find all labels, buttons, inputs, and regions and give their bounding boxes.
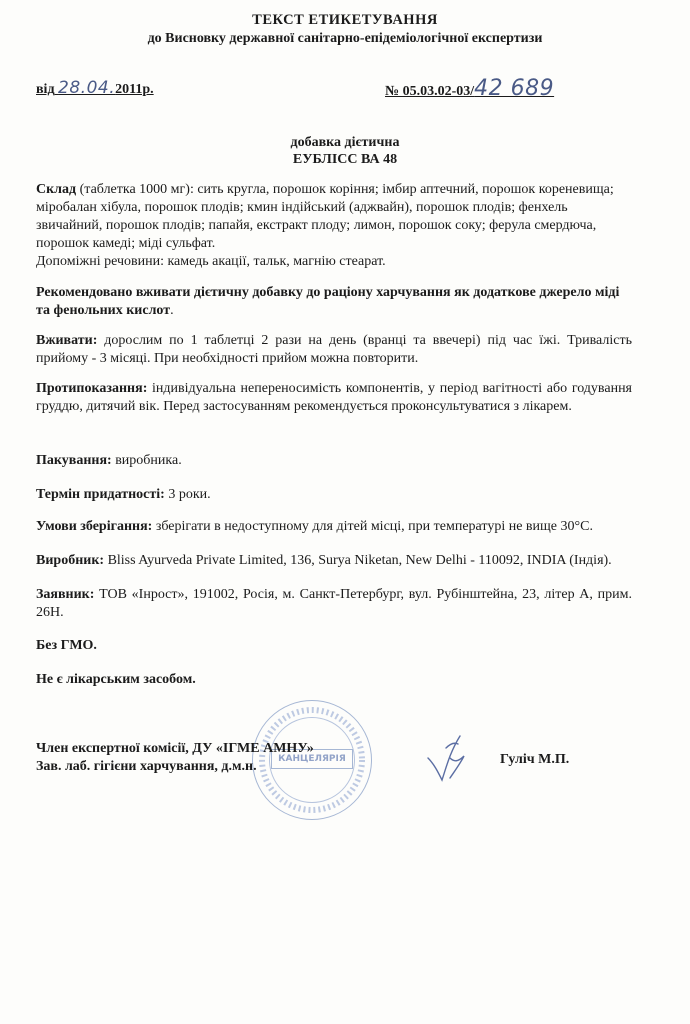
signatory-line-2: Зав. лаб. гігієни харчування, д.м.н. (36, 759, 257, 774)
contraindications-text: індивідуальна непереносимість компонентів, у період вагітності або годування груддю, дитячий вік. Перед застосуванням рекомендується проконсультуватися з лікарем. (36, 381, 632, 414)
contraindications-section (36, 380, 632, 416)
manufacturer-label: Виробник: (36, 553, 105, 568)
recommendation-text: Рекомендовано вживати дієтичну добавку до раціону харчування як додаткове джерело міді та фенольних кислот (36, 285, 620, 318)
number-prefix: № 05.03.02-03/ (385, 84, 475, 99)
auxiliary-substances: Допоміжні речовини: камедь акації, тальк, магнію стеарат. (36, 254, 386, 269)
applicant-label: Заявник: (36, 587, 95, 602)
packaging-label: Пакування: (36, 453, 112, 468)
number-line (385, 76, 554, 101)
manufacturer-text: Bliss Ayurveda Private Limited, 136, Surya Niketan, New Delhi - 110092, INDIA (Індія). (104, 553, 612, 568)
applicant-section (36, 586, 632, 622)
applicant-text: ТОВ «Інрост», 191002, Росія, м. Санкт-Петербург, вул. Рубінштейна, 23, літер А, прим. 26Н. (36, 587, 632, 620)
not-medicine-text: Не є лікарським засобом. (36, 672, 196, 687)
composition-text: (таблетка 1000 мг): сить кругла, порошок коріння; імбир аптечний, порошок кореневища; міробалан хібула, порошок плодів; кмин індійський (аджвайн), порошок плодів; фенхель звичайний, порошок плодів; папайя, екстракт плоду; лимон, порошок соку; ферула смердюча, порошок камеді; міді сульфат. (36, 182, 614, 251)
packaging-text: виробника. (111, 453, 182, 468)
shelf-life-label: Термін придатності: (36, 487, 165, 502)
usage-label: Вживати: (36, 333, 98, 348)
contraindications-label: Протипоказання: (36, 381, 148, 396)
signatory-line-1: Член експертної комісії, ДУ «ІГМЕ АМНУ» (36, 741, 314, 756)
date-suffix: 2011р. (115, 82, 154, 97)
date-handwritten: 28.04. (58, 78, 116, 98)
manufacturer-section (36, 552, 632, 570)
shelf-life-text: 3 роки. (164, 487, 211, 502)
no-gmo-note (36, 637, 632, 655)
signatory-position (36, 740, 314, 776)
no-gmo-text: Без ГМО. (36, 638, 97, 653)
product-heading (0, 134, 690, 168)
document-title: ТЕКСТ ЕТИКЕТУВАННЯ (252, 12, 438, 28)
storage-label: Умови зберігання: (36, 519, 153, 534)
storage-section (36, 518, 632, 536)
packaging-section (36, 452, 632, 470)
usage-text: дорослим по 1 таблетці 2 рази на день (вранці та ввечері) під час їжі. Тривалість прийому - 3 місяці. При необхідності прийом можна повторити. (36, 333, 632, 366)
usage-section (36, 332, 632, 368)
composition-label: Склад (36, 182, 77, 197)
composition-section (36, 181, 632, 271)
product-type: добавка дієтична (290, 135, 400, 150)
signatory-name: Гуліч М.П. (500, 752, 570, 767)
product-name: ЕУБЛІСС ВА 48 (292, 152, 398, 167)
stamp-text: КАНЦЕЛЯРІЯ (271, 749, 353, 769)
recommendation-tail: . (170, 303, 174, 318)
not-medicine-note (36, 671, 632, 689)
number-handwritten: 42 689 (474, 76, 555, 101)
document-subtitle: до Висновку державної санітарно-епідеміологічної експертизи (147, 31, 543, 46)
date-line (36, 78, 154, 98)
storage-text: зберігати в недоступному для дітей місці, при температурі не вище 30°С. (152, 519, 593, 534)
handwritten-signature (420, 728, 490, 788)
recommendation-section (36, 284, 632, 320)
shelf-life-section (36, 486, 632, 504)
date-prefix: від (36, 82, 55, 97)
